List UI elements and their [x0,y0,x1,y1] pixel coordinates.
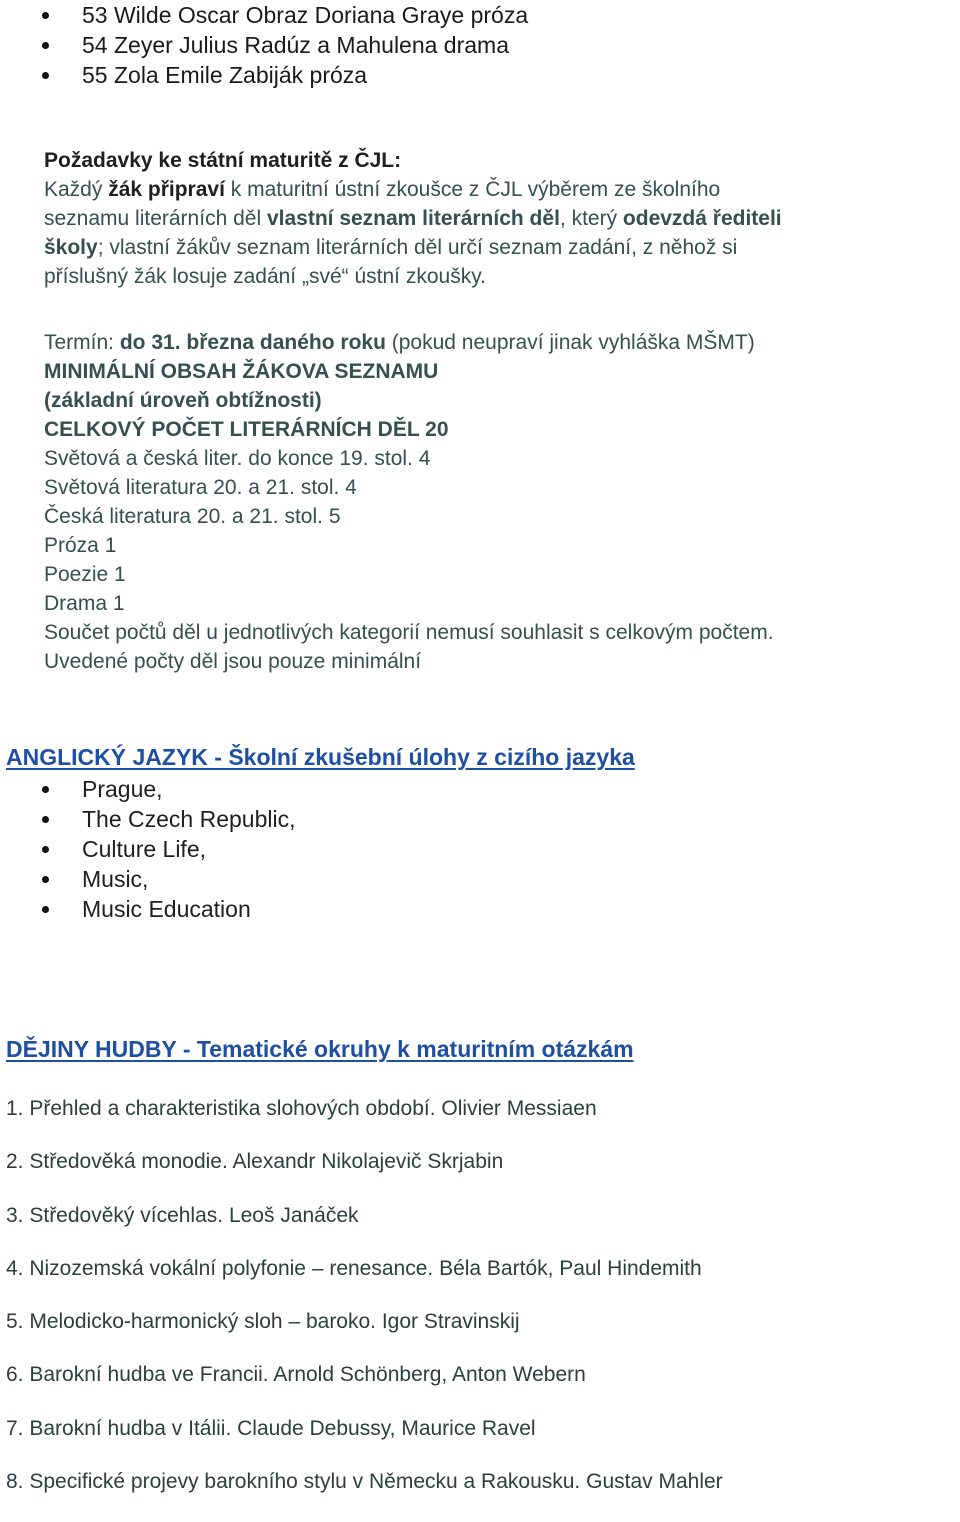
list-item: 4. Nizozemská vokální polyfonie – renesance. Béla Bartók, Paul Hindemith [6,1256,702,1280]
category-line: Próza 1 [44,534,117,557]
min-content-title: MINIMÁLNÍ OBSAH ŽÁKOVA SEZNAMU [44,360,439,383]
list-item: Music, [0,864,296,894]
category-line: Česká literatura 20. a 21. stol. 5 [44,505,341,528]
list-item: Music Education [0,894,296,924]
list-item: 7. Barokní hudba v Itálii. Claude Debussy, Maurice Ravel [6,1416,536,1440]
bullet-icon [42,816,49,823]
deadline-section [44,328,774,676]
list-item: 55 Zola Emile Zabiják próza [0,60,528,90]
list-item: 8. Specifické projevy barokního stylu v Německu a Rakousku. Gustav Mahler [6,1470,723,1494]
history-heading[interactable]: DĚJINY HUDBY - Tematické okruhy k maturitním otázkám [6,1036,634,1062]
category-line: Poezie 1 [44,563,126,586]
list-item: 53 Wilde Oscar Obraz Doriana Graye próza [0,0,528,30]
list-item: The Czech Republic, [0,804,296,834]
bullet-icon [42,786,49,793]
list-item: 54 Zeyer Julius Radúz a Mahulena drama [0,30,528,60]
category-line: Světová a česká liter. do konce 19. stol. 4 [44,447,431,470]
category-line: Drama 1 [44,592,125,615]
total-count: CELKOVÝ POČET LITERÁRNÍCH DĚL 20 [44,418,449,441]
note-line: Uvedené počty děl jsou pouze minimální [44,650,422,673]
bullet-icon [42,906,49,913]
english-heading[interactable]: ANGLICKÝ JAZYK - Školní zkušební úlohy z cizího jazyka [6,744,635,770]
list-item: 1. Přehled a charakteristika slohových období. Olivier Messiaen [6,1097,597,1120]
list-item: 6. Barokní hudba ve Francii. Arnold Schönberg, Anton Webern [6,1363,586,1387]
list-item: 5. Melodicko-harmonický sloh – baroko. Igor Stravinskij [6,1310,520,1334]
bullet-icon [42,42,49,49]
list-item: 2. Středověká monodie. Alexandr Nikolajevič Skrjabin [6,1150,504,1174]
requirements-title: Požadavky ke státní maturitě z ČJL: [44,149,402,172]
requirements-section [44,146,782,291]
difficulty-level: (základní úroveň obtížnosti) [44,389,322,412]
bullet-icon [42,72,49,79]
list-item: 3. Středověký vícehlas. Leoš Janáček [6,1203,359,1227]
history-topic-list [6,1096,723,1522]
list-item: Prague, [0,774,296,804]
bullet-icon [42,876,49,883]
requirements-line: školy; vlastní žákův seznam literárních děl určí seznam zadání, z něhož si [44,236,738,259]
english-topic-list [0,774,296,924]
list-item: Culture Life, [0,834,296,864]
bullet-icon [42,846,49,853]
bullet-icon [42,12,49,19]
note-line: Součet počtů děl u jednotlivých kategorií nemusí souhlasit s celkovým počtem. [44,621,774,644]
deadline-line: Termín: do 31. března daného roku (pokud neupraví jinak vyhláška MŠMT) [44,331,755,354]
requirements-line: seznamu literárních děl vlastní seznam literárních děl, který odevzdá řediteli [44,207,782,230]
category-line: Světová literatura 20. a 21. stol. 4 [44,476,357,499]
author-list [0,0,528,90]
requirements-line: příslušný žák losuje zadání „své“ ústní zkoušky. [44,265,486,288]
requirements-line: Každý žák připraví k maturitní ústní zkoušce z ČJL výběrem ze školního [44,178,721,201]
